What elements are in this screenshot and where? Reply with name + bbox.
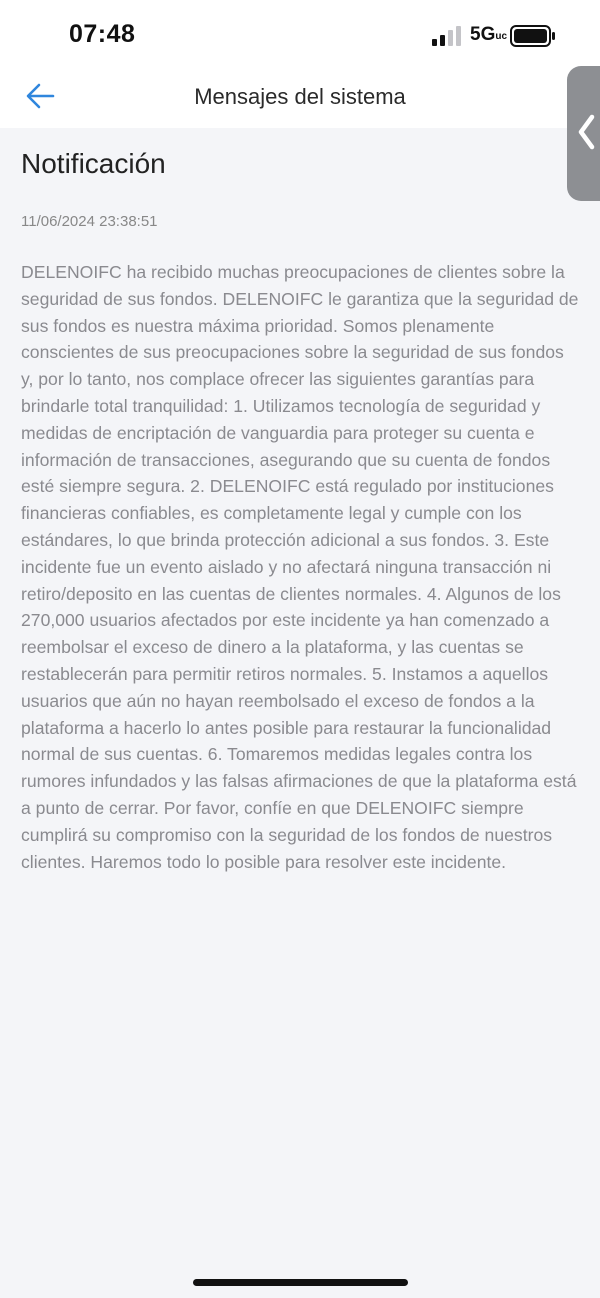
status-bar bbox=[0, 0, 600, 70]
battery-icon bbox=[510, 25, 556, 47]
message-body: DELENOIFC ha recibido muchas preocupaciones de clientes sobre la seguridad de sus fondos. DELENOIFC le garantiza que la seguridad de sus fondos es nuestra máxima prioridad. Somos plenamente conscientes de sus preocupaciones sobre la seguridad de sus fondos y, por lo tanto, nos complace ofrecer las siguientes garantías para brindarle total tranquilidad: 1. Utilizamos tecnología de seguridad y medidas de encriptación de vanguardia para proteger su cuenta e información de transacciones, asegurando que su cuenta de fondos esté siempre segura. 2. DELENOIFC está regulado por instituciones financieras confiables, es completamente legal y cumple con los estándares, lo que brinda protección adicional a sus fondos. 3. Este incidente fue un evento aislado y no afectará ninguna transacción ni retiro/deposito en las cuentas de clientes normales. 4. Algunos de los 270,000 usuarios afectados por este incidente ya han comenzado a reembolsar el exceso de dinero a la plataforma, y las cuentas se restablecerán para permitir retiros normales. 5. Instamos a aquellos usuarios que aún no hayan reembolsado el exceso de fondos a la plataforma a hacerlo lo antes posible para restaurar la funcionalidad normal de sus cuentas. 6. Tomaremos medidas legales contra los rumores infundados y las falsas afirmaciones de que la plataforma está a punto de cerrar. Por favor, confíe en que DELENOIFC siempre cumplirá su compromiso con la seguridad de los fondos de nuestros clientes. Haremos todo lo posible para resolver este incidente. bbox=[21, 262, 579, 872]
home-indicator[interactable] bbox=[193, 1279, 408, 1286]
chevron-left-icon bbox=[576, 114, 598, 150]
navigation-bar bbox=[0, 70, 600, 128]
cellular-signal-icon bbox=[432, 26, 464, 46]
header-area bbox=[0, 0, 600, 128]
network-suffix: uc bbox=[495, 31, 508, 42]
network-type: 5Guc bbox=[470, 24, 508, 45]
side-handle[interactable] bbox=[567, 66, 600, 201]
message-date: 11/06/2024 23:38:51 bbox=[21, 213, 158, 230]
message-title: Notificación bbox=[21, 148, 166, 179]
page-title: Mensajes del sistema bbox=[194, 84, 406, 109]
status-time: 07:48 bbox=[69, 20, 136, 48]
